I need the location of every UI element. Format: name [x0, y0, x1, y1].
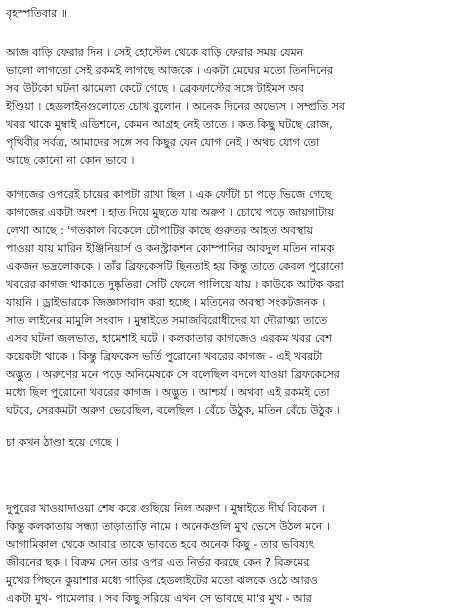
paragraph-line: যায়নি । ড্রাইভারকে জিজ্ঞাসাবাদ করা হচ্ছে । মতিনের অবস্থা সংকটজনক । [6, 296, 326, 309]
paragraph-line: আছে কোনো না কোন ভাবে । [6, 154, 135, 167]
paragraph-line: পৃথিবীর সর্বত্র, আমাদের সঙ্গে সব কিছুর যেন যোগ নেই । অথচ যোগ তো [6, 136, 320, 149]
paragraph-line: কয়েকটা থাকে । কিন্তু ব্রিফকেস ভর্তি পুরোনো খবরের কাগজ - এই খবরটা [6, 350, 323, 363]
paragraph-line: খবরের কাগজ থাকাতে দুষ্কৃতিরা সেটি ফেলে পালিয়ে যায় । কাউকে আটক করা [6, 278, 344, 291]
paragraph-line: ইণ্ডিয়া । হেডলাইনগুলোতে চোখ বুলোন । অনেক দিনের অভ্যেস । সম্প্রতি সব [6, 100, 345, 113]
paragraph-line: কাগজের একটা অংশ । হাত দিয়ে মুছতে যায় অরুণ । চোখে পড়ে জায়গাটায় [6, 206, 334, 219]
paragraph-4 [6, 500, 450, 608]
paragraph-1 [6, 44, 450, 170]
paragraph-line: কাগজের ওপরেই চায়ের কাপটা রাখা ছিল । এক ফোঁটা চা পড়ে ভিজে গেছে [6, 188, 332, 201]
paragraph-line: ঘটবে, সেরকমটা অরুণ ভেবেছিল, বলেছিল । বেঁচে উঠুক, মতিন বেঁচে উঠুক । [6, 404, 340, 417]
paragraph-line: লেখা আছে : 'গতকাল বিকেলে চৌপাটির কাছে গুরুতর আহত অবস্থায় [6, 224, 314, 237]
paragraph-3 [6, 434, 450, 452]
paragraph-line: সব উটকো ঘটনা ঝামেলা কেটে গেছে । ব্রেকফাস্টের সঙ্গে টাইমস অব [6, 82, 305, 95]
paragraph-2 [6, 186, 450, 420]
chapter-heading: বৃহস্পতিবার ॥ [6, 7, 68, 20]
paragraph-line: সাত লাইনের মামুলি সংবাদ । মুম্বাইতে সমাজবিরোধীদের যা দৌরাত্ম্য তাতে [6, 314, 328, 327]
paragraph-line: জীবনের ছক । বিক্রম সেন তার ওপর এত নির্ভর করছে কেন ? বিক্রমের [6, 556, 310, 569]
paragraph-line: আগামিকাল থেকে আবার তাকে ভাবতে হবে অনেক কিছু - তার ভবিষ্যৎ [6, 538, 315, 551]
paragraph-line: আজ বাড়ি ফেরার দিন । সেই হোস্টেল থেকে বাড়ি ফেরার সময় যেমন [6, 46, 304, 59]
paragraph-line: মুখের পিছনে কুয়াশার মধ্যে গাড়ির হেডলাইটের মতো ঝলকে ওঠে আরও [6, 574, 318, 587]
paragraph-line: অদ্ভুত । অরুণের মনে পড়ে অনিমেষকে সে বলেছিল বদলে যাওয়া ব্রিফকেসের [6, 368, 340, 381]
paragraph-line: একজন ভদ্রলোককে । তাঁর ব্রিফকেসটি ছিনতাই হয় কিন্তু তাতে কেবল পুরোনো [6, 260, 344, 273]
paragraph-line: মধ্যে ছিল পুরোনো খবরের কাগজ । অদ্ভুত । আশ্চর্য । অথবা এই রকমই তো [6, 386, 330, 399]
paragraph-line: কিন্তু কলকাতায় সন্ধ্যা তাড়াতাড়ি নামে । অনেকগুলি মুখ ভেসে উঠল মনে । [6, 520, 330, 533]
paragraph-line: পাওয়া যায় মারিন ইঞ্জিনিয়ার্স ও কনস্ট্রাকশন কোম্পানির আবদুল মতিন নামক [6, 242, 335, 255]
paragraph-line: দুপুরের খাওয়াদাওয়া শেষ করে গুছিয়ে নিল অরুণ । মুম্বাইতে দীর্ঘ বিকেল । [6, 502, 325, 515]
paragraph-line: ভালো লাগতো সেই রকমই লাগছে আজকে । একটা মেঘের মতো তিনদিনের [6, 64, 334, 77]
paragraph-line: এসব ঘটনা জলভাত, হামেশাই ঘটে । কলকাতার কাগজেও এরকম খবর বেশ [6, 332, 332, 345]
paragraph-line: একটা মুখ- পামেলার । সব কিছু সরিয়ে এখন সে ভাবছে মা'র মুখ - আর [6, 592, 312, 605]
paragraph-line: খবর থাকে মুম্বাই এডিশনে, কেমন আগ্রহ নেই তাতে । কত কিছু ঘটছে রোজ, [6, 118, 333, 131]
paragraph-line: চা কখন ঠাণ্ডা হয়ে গেছে । [6, 436, 120, 449]
